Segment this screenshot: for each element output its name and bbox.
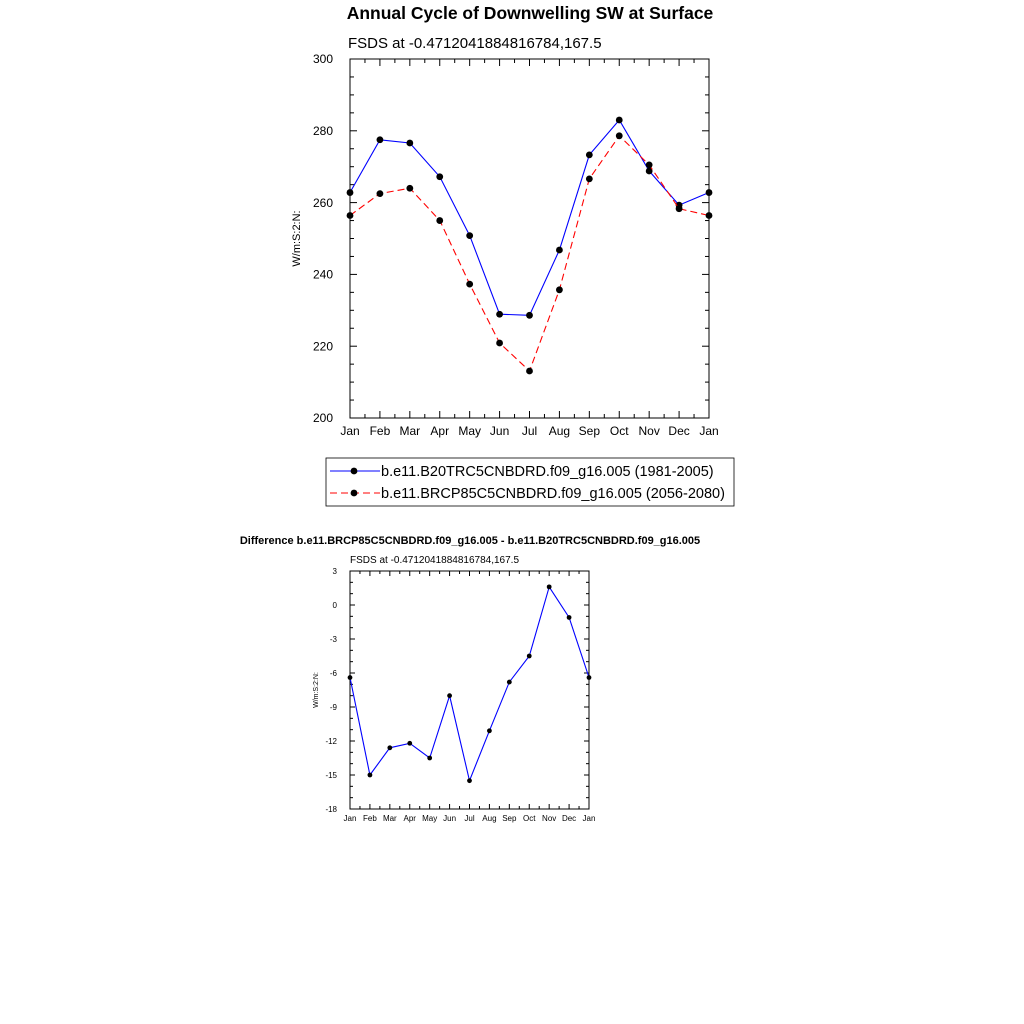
data-point xyxy=(487,728,492,733)
series-line-1 xyxy=(350,120,709,315)
x-tick-label: Jan xyxy=(582,814,596,823)
x-tick-label: Aug xyxy=(482,814,497,823)
data-point xyxy=(447,693,452,698)
y-tick-label: 280 xyxy=(312,124,333,138)
y-tick-label: 300 xyxy=(312,52,333,67)
x-tick-label: Apr xyxy=(403,814,416,823)
data-point xyxy=(436,173,443,180)
x-tick-label: Jan xyxy=(340,424,360,438)
data-point xyxy=(706,189,713,196)
y-tick-label: 200 xyxy=(312,411,333,426)
y-axis-label: W/m:S:2:N: xyxy=(291,210,303,267)
legend-marker xyxy=(351,490,358,497)
x-tick-label: Aug xyxy=(548,424,571,438)
data-point xyxy=(556,286,563,293)
data-point xyxy=(466,281,473,288)
data-point xyxy=(586,176,593,183)
x-tick-label: Apr xyxy=(430,424,450,438)
main-title: Annual Cycle of Downwelling SW at Surface xyxy=(346,3,714,23)
x-tick-label: Oct xyxy=(523,814,536,823)
data-point xyxy=(496,340,503,347)
subtitle: FSDS at -0.4712041884816784,167.5 xyxy=(348,35,602,52)
y-tick-label: 260 xyxy=(312,195,333,210)
x-tick-label: Dec xyxy=(561,814,577,823)
x-tick-label: Feb xyxy=(369,424,391,438)
subtitle: FSDS at -0.4712041884816784,167.5 xyxy=(350,555,520,566)
x-tick-label: Mar xyxy=(382,814,397,823)
legend-label: b.e11.B20TRC5CNBDRD.f09_g16.005 (1981-2005) xyxy=(381,464,714,480)
data-point xyxy=(466,232,473,239)
data-point xyxy=(406,185,413,192)
data-point xyxy=(368,773,373,778)
data-point xyxy=(527,654,532,659)
y-tick-label: -3 xyxy=(329,634,337,644)
data-point xyxy=(646,162,653,169)
y-tick-label: 240 xyxy=(312,267,333,282)
y-tick-label: -9 xyxy=(329,702,337,712)
data-point xyxy=(377,136,384,143)
data-point xyxy=(377,190,384,197)
x-tick-label: Jul xyxy=(521,424,538,438)
y-tick-label: -15 xyxy=(325,770,337,780)
data-point xyxy=(407,741,412,746)
y-tick-label: -12 xyxy=(325,736,337,746)
data-point xyxy=(387,745,392,750)
x-tick-label: Mar xyxy=(399,424,421,438)
x-tick-label: May xyxy=(458,424,482,438)
plot-frame xyxy=(350,59,709,418)
data-point xyxy=(496,311,503,318)
legend-marker xyxy=(351,468,358,475)
data-point xyxy=(507,680,512,685)
x-tick-label: Jun xyxy=(443,814,457,823)
data-point xyxy=(436,217,443,224)
legend-label: b.e11.BRCP85C5CNBDRD.f09_g16.005 (2056-2080) xyxy=(381,486,725,502)
x-tick-label: Jan xyxy=(699,424,719,438)
series-line-1 xyxy=(350,587,589,781)
data-point xyxy=(556,247,563,254)
data-point xyxy=(706,212,713,219)
x-tick-label: Sep xyxy=(578,424,601,438)
y-tick-label: -6 xyxy=(329,668,337,678)
data-point xyxy=(347,212,354,219)
data-point xyxy=(676,205,683,212)
difference-title: Difference b.e11.BRCP85C5CNBDRD.f09_g16.005 - b.e11.B20TRC5CNBDRD.f09_g16.005 xyxy=(239,535,701,547)
data-point xyxy=(616,132,623,139)
y-tick-label: -18 xyxy=(325,804,337,814)
x-tick-label: Sep xyxy=(502,814,517,823)
data-point xyxy=(587,675,592,680)
difference-chart xyxy=(313,555,595,823)
x-tick-label: Jan xyxy=(343,814,357,823)
data-point xyxy=(467,778,472,783)
legend xyxy=(326,458,734,506)
data-point xyxy=(586,151,593,158)
x-tick-label: May xyxy=(422,814,438,823)
data-point xyxy=(526,312,533,319)
y-tick-label: 220 xyxy=(312,339,333,354)
x-tick-label: Nov xyxy=(638,424,660,438)
data-point xyxy=(347,189,354,196)
x-tick-label: Nov xyxy=(542,814,557,823)
data-point xyxy=(427,756,432,761)
x-tick-label: Dec xyxy=(668,424,690,438)
annual-cycle-chart xyxy=(291,35,719,438)
data-point xyxy=(567,615,572,620)
series-line-2 xyxy=(350,136,709,371)
y-tick-label: 3 xyxy=(332,566,337,576)
data-point xyxy=(526,368,533,375)
data-point xyxy=(616,117,623,124)
data-point xyxy=(348,675,353,680)
plot-frame xyxy=(350,571,589,809)
x-tick-label: Jun xyxy=(489,424,510,438)
data-point xyxy=(406,140,413,147)
x-tick-label: Jul xyxy=(464,814,475,823)
y-axis-label: W/m:S:2:N: xyxy=(313,672,320,708)
x-tick-label: Feb xyxy=(363,814,377,823)
x-tick-label: Oct xyxy=(609,424,629,438)
data-point xyxy=(547,584,552,589)
y-tick-label: 0 xyxy=(332,600,337,610)
